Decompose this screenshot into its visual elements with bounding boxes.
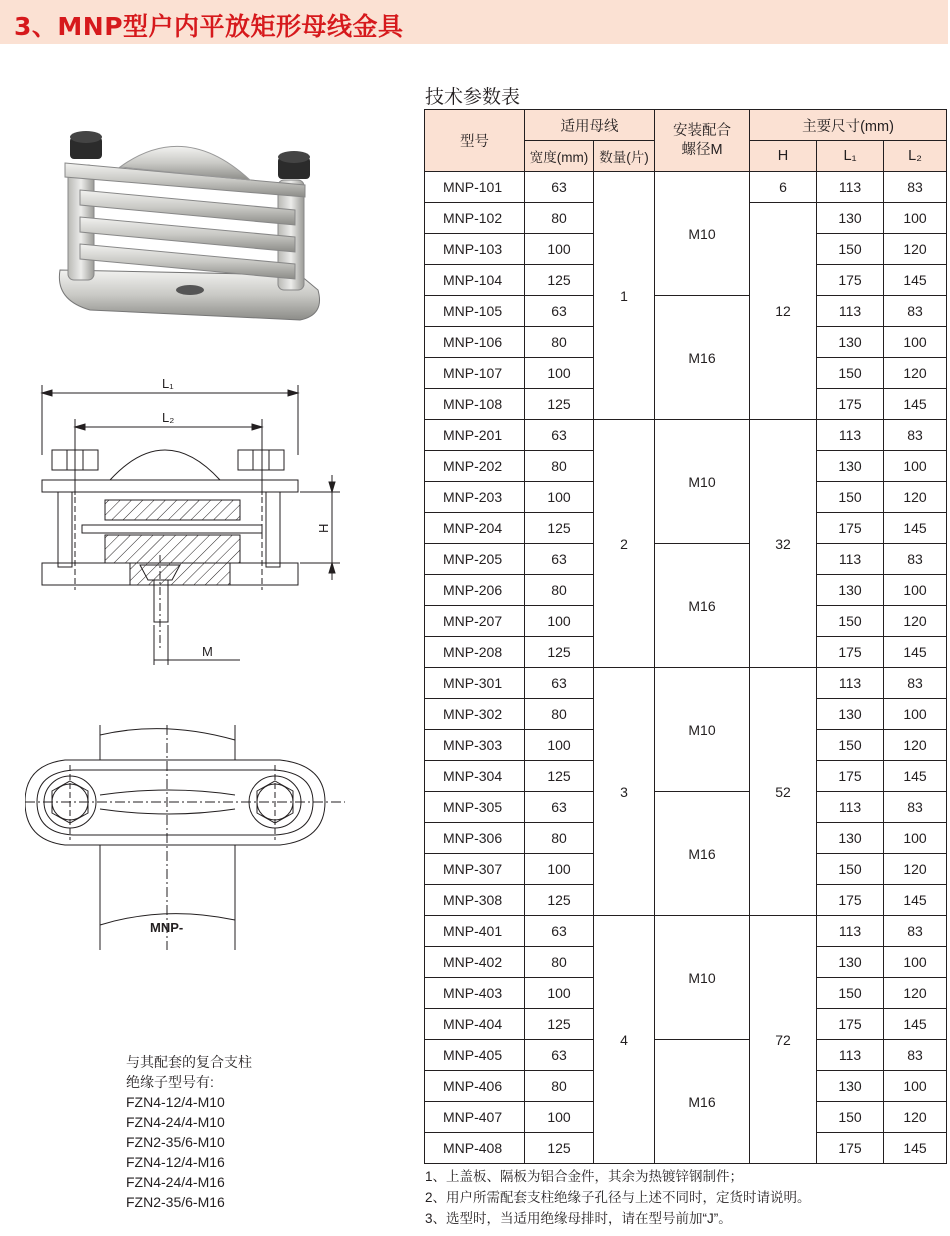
cell-model: MNP-207 <box>425 606 525 637</box>
cell-l1: 150 <box>817 1102 884 1133</box>
cell-l2: 120 <box>884 730 947 761</box>
dim-l2-label: L₂ <box>162 410 175 425</box>
cell-l2: 83 <box>884 1040 947 1071</box>
insulator-intro-line: 绝缘子型号有: <box>126 1074 214 1090</box>
cell-l2: 100 <box>884 699 947 730</box>
cell-l1: 113 <box>817 172 884 203</box>
cell-l2: 100 <box>884 327 947 358</box>
cell-l1: 113 <box>817 668 884 699</box>
cell-l2: 145 <box>884 513 947 544</box>
cell-l1: 113 <box>817 1040 884 1071</box>
cell-width: 125 <box>525 513 594 544</box>
cell-l1: 175 <box>817 513 884 544</box>
cell-l2: 120 <box>884 482 947 513</box>
insulator-model: FZN4-24/4-M10 <box>126 1114 225 1130</box>
table-row <box>425 792 947 823</box>
cell-model: MNP-405 <box>425 1040 525 1071</box>
cell-model: MNP-305 <box>425 792 525 823</box>
cell-h: 52 <box>750 668 817 916</box>
cell-model: MNP-402 <box>425 947 525 978</box>
insulator-model: FZN4-12/4-M10 <box>126 1094 225 1110</box>
cell-l2: 100 <box>884 575 947 606</box>
cell-model: MNP-408 <box>425 1133 525 1164</box>
cell-l2: 83 <box>884 172 947 203</box>
cell-width: 80 <box>525 1071 594 1102</box>
note-line: 3、选型时，当适用绝缘母排时，请在型号前加“J”。 <box>425 1211 732 1226</box>
cell-width: 100 <box>525 606 594 637</box>
header-l1: L₁ <box>817 141 884 172</box>
cell-model: MNP-206 <box>425 575 525 606</box>
cell-l1: 130 <box>817 699 884 730</box>
note-line: 1、上盖板、隔板为铝合金件，其余为热镀锌钢制件； <box>425 1169 744 1184</box>
cell-width: 63 <box>525 296 594 327</box>
cell-l1: 130 <box>817 327 884 358</box>
dim-m-label: M <box>202 644 213 659</box>
cell-model: MNP-102 <box>425 203 525 234</box>
cell-l1: 175 <box>817 885 884 916</box>
cell-bolt: M10 <box>655 668 750 792</box>
cell-bolt: M16 <box>655 296 750 420</box>
cell-bolt: M16 <box>655 792 750 916</box>
cell-bolt: M16 <box>655 544 750 668</box>
cell-width: 80 <box>525 327 594 358</box>
cell-model: MNP-103 <box>425 234 525 265</box>
cell-width: 100 <box>525 854 594 885</box>
cell-model: MNP-308 <box>425 885 525 916</box>
drawing-model-label: MNP- <box>150 920 184 935</box>
cell-l2: 100 <box>884 947 947 978</box>
cell-width: 80 <box>525 203 594 234</box>
insulator-info <box>126 1052 252 1212</box>
cell-h: 6 <box>750 172 817 203</box>
cell-model: MNP-401 <box>425 916 525 947</box>
cell-l1: 113 <box>817 916 884 947</box>
cell-l1: 175 <box>817 637 884 668</box>
cell-model: MNP-105 <box>425 296 525 327</box>
cell-l1: 130 <box>817 451 884 482</box>
cell-model: MNP-203 <box>425 482 525 513</box>
cell-l1: 175 <box>817 761 884 792</box>
cell-width: 100 <box>525 482 594 513</box>
cell-width: 100 <box>525 1102 594 1133</box>
cell-l2: 100 <box>884 203 947 234</box>
cell-width: 63 <box>525 1040 594 1071</box>
cell-l2: 83 <box>884 792 947 823</box>
cell-model: MNP-107 <box>425 358 525 389</box>
spec-table <box>424 109 947 1164</box>
cell-width: 63 <box>525 916 594 947</box>
cell-width: 63 <box>525 544 594 575</box>
cell-l2: 83 <box>884 668 947 699</box>
cell-l2: 120 <box>884 606 947 637</box>
cell-l1: 175 <box>817 389 884 420</box>
cell-l2: 145 <box>884 265 947 296</box>
cell-l1: 130 <box>817 947 884 978</box>
note-line: 2、用户所需配套支柱绝缘子孔径与上述不同时，定货时请说明。 <box>425 1190 811 1205</box>
insulator-model: FZN2-35/6-M10 <box>126 1134 225 1150</box>
header-qty: 数量(片) <box>594 141 655 172</box>
table-title: 技术参数表 <box>425 86 521 108</box>
cell-l1: 150 <box>817 234 884 265</box>
cell-width: 125 <box>525 1009 594 1040</box>
header-mount <box>655 110 750 172</box>
cell-model: MNP-204 <box>425 513 525 544</box>
cell-model: MNP-101 <box>425 172 525 203</box>
cell-l2: 83 <box>884 296 947 327</box>
page-title: 3、MNP型户内平放矩形母线金具 <box>14 12 404 41</box>
side-view-drawing <box>30 375 370 665</box>
cell-l2: 83 <box>884 544 947 575</box>
cell-l2: 120 <box>884 854 947 885</box>
cell-l2: 100 <box>884 823 947 854</box>
cell-width: 125 <box>525 265 594 296</box>
table-row <box>425 172 947 203</box>
cell-l1: 113 <box>817 420 884 451</box>
cell-h: 12 <box>750 203 817 420</box>
cell-l1: 175 <box>817 265 884 296</box>
cell-width: 125 <box>525 637 594 668</box>
cell-model: MNP-306 <box>425 823 525 854</box>
cell-width: 63 <box>525 792 594 823</box>
table-row <box>425 296 947 327</box>
header-l2: L₂ <box>884 141 947 172</box>
dim-l1-label: L₁ <box>162 376 174 391</box>
cell-l1: 150 <box>817 358 884 389</box>
spec-table-body <box>425 172 947 1164</box>
cell-model: MNP-201 <box>425 420 525 451</box>
cell-width: 80 <box>525 699 594 730</box>
cell-width: 80 <box>525 575 594 606</box>
header-dims: 主要尺寸(mm) <box>750 110 947 141</box>
dim-h-label: H <box>316 523 331 533</box>
cell-l1: 150 <box>817 854 884 885</box>
cell-model: MNP-205 <box>425 544 525 575</box>
cell-model: MNP-104 <box>425 265 525 296</box>
cell-model: MNP-208 <box>425 637 525 668</box>
cell-qty: 1 <box>594 172 655 420</box>
header-mount-text: 安装配合螺径M <box>673 122 731 158</box>
cell-bolt: M10 <box>655 172 750 296</box>
cell-l2: 145 <box>884 1133 947 1164</box>
cell-l2: 145 <box>884 1009 947 1040</box>
cell-l1: 113 <box>817 792 884 823</box>
cell-width: 100 <box>525 730 594 761</box>
cell-width: 100 <box>525 358 594 389</box>
cell-l2: 100 <box>884 451 947 482</box>
cell-h: 32 <box>750 420 817 668</box>
cell-width: 100 <box>525 978 594 1009</box>
cell-l1: 175 <box>817 1009 884 1040</box>
insulator-intro-line: 与其配套的复合支柱 <box>126 1054 252 1070</box>
table-row <box>425 1040 947 1071</box>
cell-qty: 3 <box>594 668 655 916</box>
cell-width: 80 <box>525 451 594 482</box>
cell-model: MNP-106 <box>425 327 525 358</box>
cell-bolt: M10 <box>655 916 750 1040</box>
cell-l1: 130 <box>817 823 884 854</box>
cell-qty: 4 <box>594 916 655 1164</box>
cell-l2: 145 <box>884 761 947 792</box>
cell-l2: 100 <box>884 1071 947 1102</box>
cell-l1: 175 <box>817 1133 884 1164</box>
cell-l2: 145 <box>884 637 947 668</box>
cell-h: 72 <box>750 916 817 1164</box>
cell-l2: 83 <box>884 916 947 947</box>
cell-l1: 130 <box>817 203 884 234</box>
cell-l1: 150 <box>817 482 884 513</box>
title-bar <box>0 0 948 44</box>
header-h: H <box>750 141 817 172</box>
header-busbar: 适用母线 <box>525 110 655 141</box>
cell-l1: 130 <box>817 1071 884 1102</box>
cell-l2: 120 <box>884 234 947 265</box>
cell-model: MNP-307 <box>425 854 525 885</box>
table-row <box>425 916 947 947</box>
cell-model: MNP-202 <box>425 451 525 482</box>
cell-model: MNP-404 <box>425 1009 525 1040</box>
cell-width: 125 <box>525 761 594 792</box>
cell-l1: 130 <box>817 575 884 606</box>
cell-qty: 2 <box>594 420 655 668</box>
cell-model: MNP-403 <box>425 978 525 1009</box>
cell-l2: 120 <box>884 1102 947 1133</box>
cell-model: MNP-301 <box>425 668 525 699</box>
cell-model: MNP-302 <box>425 699 525 730</box>
cell-l1: 150 <box>817 978 884 1009</box>
cell-l1: 150 <box>817 606 884 637</box>
cell-l1: 113 <box>817 296 884 327</box>
cell-width: 63 <box>525 420 594 451</box>
notes <box>425 1166 811 1229</box>
cell-l2: 120 <box>884 978 947 1009</box>
cell-width: 63 <box>525 668 594 699</box>
cell-model: MNP-407 <box>425 1102 525 1133</box>
cell-model: MNP-304 <box>425 761 525 792</box>
cell-l2: 145 <box>884 389 947 420</box>
header-model: 型号 <box>425 110 525 172</box>
header-width: 宽度(mm) <box>525 141 594 172</box>
table-row <box>425 668 947 699</box>
table-row <box>425 420 947 451</box>
top-view-drawing <box>25 725 345 950</box>
cell-width: 125 <box>525 389 594 420</box>
table-row <box>425 544 947 575</box>
cell-width: 125 <box>525 885 594 916</box>
cell-l1: 150 <box>817 730 884 761</box>
cell-l2: 83 <box>884 420 947 451</box>
insulator-model: FZN4-24/4-M16 <box>126 1174 225 1190</box>
product-photo <box>50 125 326 325</box>
cell-model: MNP-108 <box>425 389 525 420</box>
cell-bolt: M16 <box>655 1040 750 1164</box>
cell-width: 63 <box>525 172 594 203</box>
cell-width: 80 <box>525 947 594 978</box>
cell-l2: 145 <box>884 885 947 916</box>
cell-width: 125 <box>525 1133 594 1164</box>
cell-width: 80 <box>525 823 594 854</box>
insulator-model: FZN2-35/6-M16 <box>126 1194 225 1210</box>
insulator-model: FZN4-12/4-M16 <box>126 1154 225 1170</box>
cell-width: 100 <box>525 234 594 265</box>
cell-bolt: M10 <box>655 420 750 544</box>
cell-model: MNP-303 <box>425 730 525 761</box>
cell-model: MNP-406 <box>425 1071 525 1102</box>
cell-l1: 113 <box>817 544 884 575</box>
cell-l2: 120 <box>884 358 947 389</box>
